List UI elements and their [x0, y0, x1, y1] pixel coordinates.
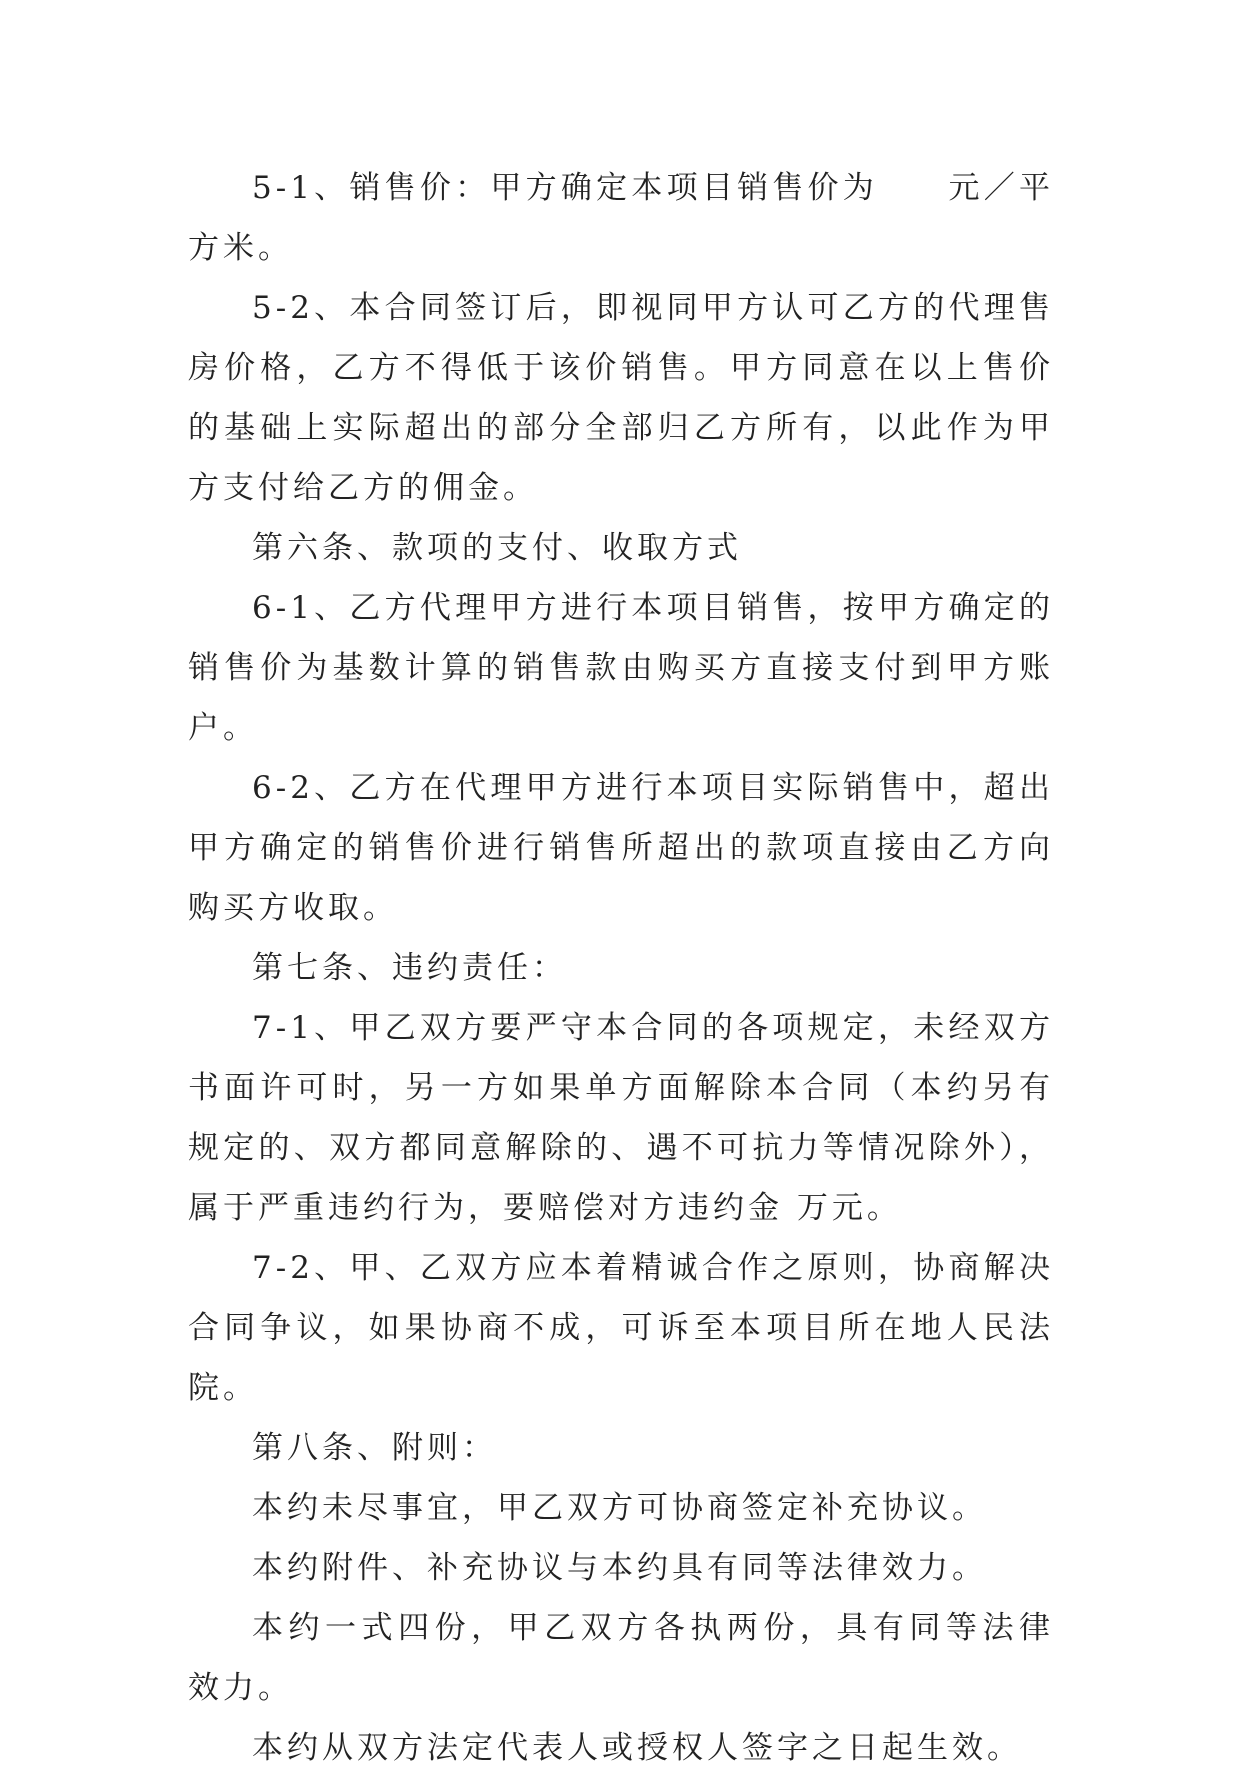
attachments-clause: 本约附件、补充协议与本约具有同等法律效力。	[252, 1550, 987, 1586]
document-body	[188, 158, 1054, 1778]
article-6-heading: 第六条、款项的支付、收取方式	[252, 530, 742, 566]
copies-clause: 本约一式四份，甲乙双方各执两份，具有同等法律效力。	[188, 1610, 1054, 1706]
effective-date-clause: 本约从双方法定代表人或授权人签字之日起生效。	[252, 1730, 1022, 1766]
article-8-heading: 第八条、附则：	[252, 1430, 497, 1466]
clause-5-1-sale-price: 5-1、销售价：甲方确定本项目销售价为 元／平方米。	[188, 170, 1054, 266]
clause-6-2-excess-collection: 6-2、乙方在代理甲方进行本项目实际销售中，超出甲方确定的销售价进行销售所超出的款项直接由乙方向购买方收取。	[188, 770, 1054, 926]
supplementary-clause: 本约未尽事宜，甲乙双方可协商签定补充协议。	[252, 1490, 987, 1526]
clause-6-1-payment: 6-1、乙方代理甲方进行本项目销售，按甲方确定的销售价为基数计算的销售款由购买方直接支付到甲方账户。	[188, 590, 1054, 746]
clause-7-2-dispute: 7-2、甲、乙双方应本着精诚合作之原则，协商解决合同争议，如果协商不成，可诉至本项目所在地人民法院。	[188, 1250, 1054, 1406]
clause-5-2-agency-price: 5-2、本合同签订后，即视同甲方认可乙方的代理售房价格，乙方不得低于该价销售。甲方同意在以上售价的基础上实际超出的部分全部归乙方所有，以此作为甲方支付给乙方的佣金。	[188, 290, 1054, 506]
clause-7-1-breach: 7-1、甲乙双方要严守本合同的各项规定，未经双方书面许可时，另一方如果单方面解除本合同（本约另有规定的、双方都同意解除的、遇不可抗力等情况除外），属于严重违约行为，要赔偿对方违约金 万元。	[188, 1010, 1054, 1226]
article-7-heading: 第七条、违约责任：	[252, 950, 567, 986]
